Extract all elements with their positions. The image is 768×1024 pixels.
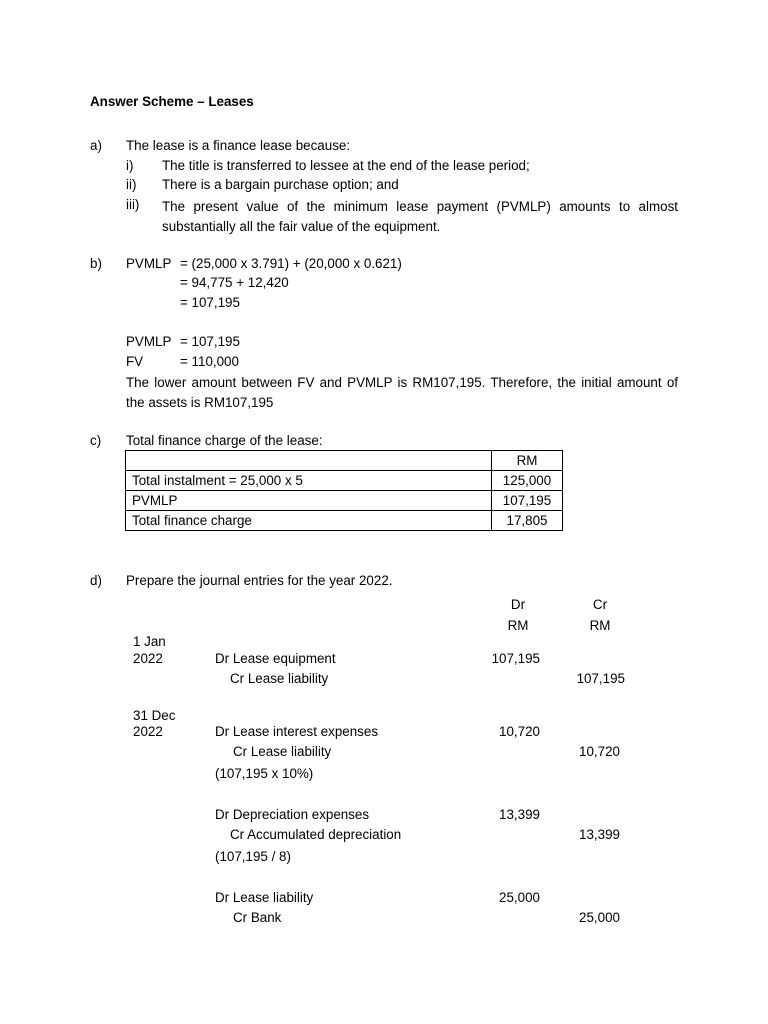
journal-col-cr: Cr bbox=[592, 597, 608, 612]
pvmlp-calc-label: PVMLP bbox=[126, 256, 172, 271]
journal-line-text: Dr Depreciation expenses bbox=[215, 807, 370, 822]
table-cell-desc: PVMLP bbox=[126, 491, 492, 511]
table-cell bbox=[126, 451, 492, 471]
table-row bbox=[126, 491, 563, 511]
journal-col-dr: Dr bbox=[510, 597, 526, 612]
journal-date: 31 Dec bbox=[133, 708, 176, 723]
journal-line-note: (107,195 x 10%) bbox=[215, 766, 314, 781]
journal-col-cr-unit: RM bbox=[589, 618, 611, 633]
journal-dr-amount: 10,720 bbox=[499, 724, 540, 739]
journal-date: 2022 bbox=[133, 651, 163, 666]
section-c-label: c) bbox=[90, 433, 102, 448]
section-c-intro: Total finance charge of the lease: bbox=[126, 433, 323, 448]
section-d-intro: Prepare the journal entries for the year 2022. bbox=[126, 573, 393, 588]
pvmlp-calc-line: = 107,195 bbox=[180, 295, 240, 310]
journal-line-text: Dr Lease liability bbox=[215, 890, 314, 905]
journal-cr-amount: 13,399 bbox=[579, 827, 620, 842]
reason-number: i) bbox=[126, 158, 134, 173]
reason-number: ii) bbox=[126, 177, 137, 192]
section-a-label: a) bbox=[90, 138, 102, 153]
pvmlp-calc-line: = 94,775 + 12,420 bbox=[180, 275, 289, 290]
table-header-row bbox=[126, 451, 563, 471]
journal-cr-amount: 107,195 bbox=[576, 671, 625, 686]
page-title: Answer Scheme – Leases bbox=[90, 94, 254, 109]
section-d-label: d) bbox=[90, 573, 102, 588]
compare-value: = 107,195 bbox=[180, 334, 240, 349]
compare-value: = 110,000 bbox=[180, 354, 239, 369]
journal-cr-amount: 10,720 bbox=[579, 744, 620, 759]
compare-label: PVMLP bbox=[126, 334, 172, 349]
table-row bbox=[126, 471, 563, 491]
table-cell-amount: 17,805 bbox=[492, 511, 563, 531]
journal-line-text: Dr Lease equipment bbox=[215, 651, 336, 666]
journal-line-text: Dr Lease interest expenses bbox=[215, 724, 379, 739]
journal-col-dr-unit: RM bbox=[507, 618, 529, 633]
journal-dr-amount: 25,000 bbox=[499, 890, 540, 905]
journal-date: 1 Jan bbox=[133, 634, 166, 649]
table-row bbox=[126, 511, 563, 531]
journal-line-text: Cr Lease liability bbox=[233, 744, 332, 759]
journal-line-text: Cr Accumulated depreciation bbox=[230, 827, 402, 842]
table-cell-desc: Total instalment = 25,000 x 5 bbox=[126, 471, 492, 491]
reason-number: iii) bbox=[126, 197, 140, 212]
section-a-intro: The lease is a finance lease because: bbox=[126, 138, 351, 153]
journal-dr-amount: 107,195 bbox=[491, 651, 540, 666]
reason-text: There is a bargain purchase option; and bbox=[162, 177, 399, 192]
journal-date: 2022 bbox=[133, 724, 163, 739]
journal-line-text: Cr Lease liability bbox=[230, 671, 329, 686]
table-cell-amount: 107,195 bbox=[492, 491, 563, 511]
journal-cr-amount: 25,000 bbox=[579, 910, 620, 925]
section-b-label: b) bbox=[90, 256, 102, 271]
journal-line-note: (107,195 / 8) bbox=[215, 849, 291, 864]
table-cell-amount: 125,000 bbox=[492, 471, 563, 491]
reason-text: The title is transferred to lessee at the end of the lease period; bbox=[162, 158, 530, 173]
reason-text: The present value of the minimum lease payment (PVMLP) amounts to almost substantially all the fair value of the equipment. bbox=[162, 199, 678, 234]
finance-charge-table bbox=[125, 450, 563, 531]
pvmlp-calc-line: = (25,000 x 3.791) + (20,000 x 0.621) bbox=[180, 256, 402, 271]
table-header-rm: RM bbox=[492, 451, 563, 471]
journal-line-text: Cr Bank bbox=[233, 910, 282, 925]
section-b-conclusion: The lower amount between FV and PVMLP is RM107,195. Therefore, the initial amount of the assets is RM107,195 bbox=[126, 375, 678, 410]
compare-label: FV bbox=[126, 354, 144, 369]
journal-dr-amount: 13,399 bbox=[499, 807, 540, 822]
table-cell-desc: Total finance charge bbox=[126, 511, 492, 531]
